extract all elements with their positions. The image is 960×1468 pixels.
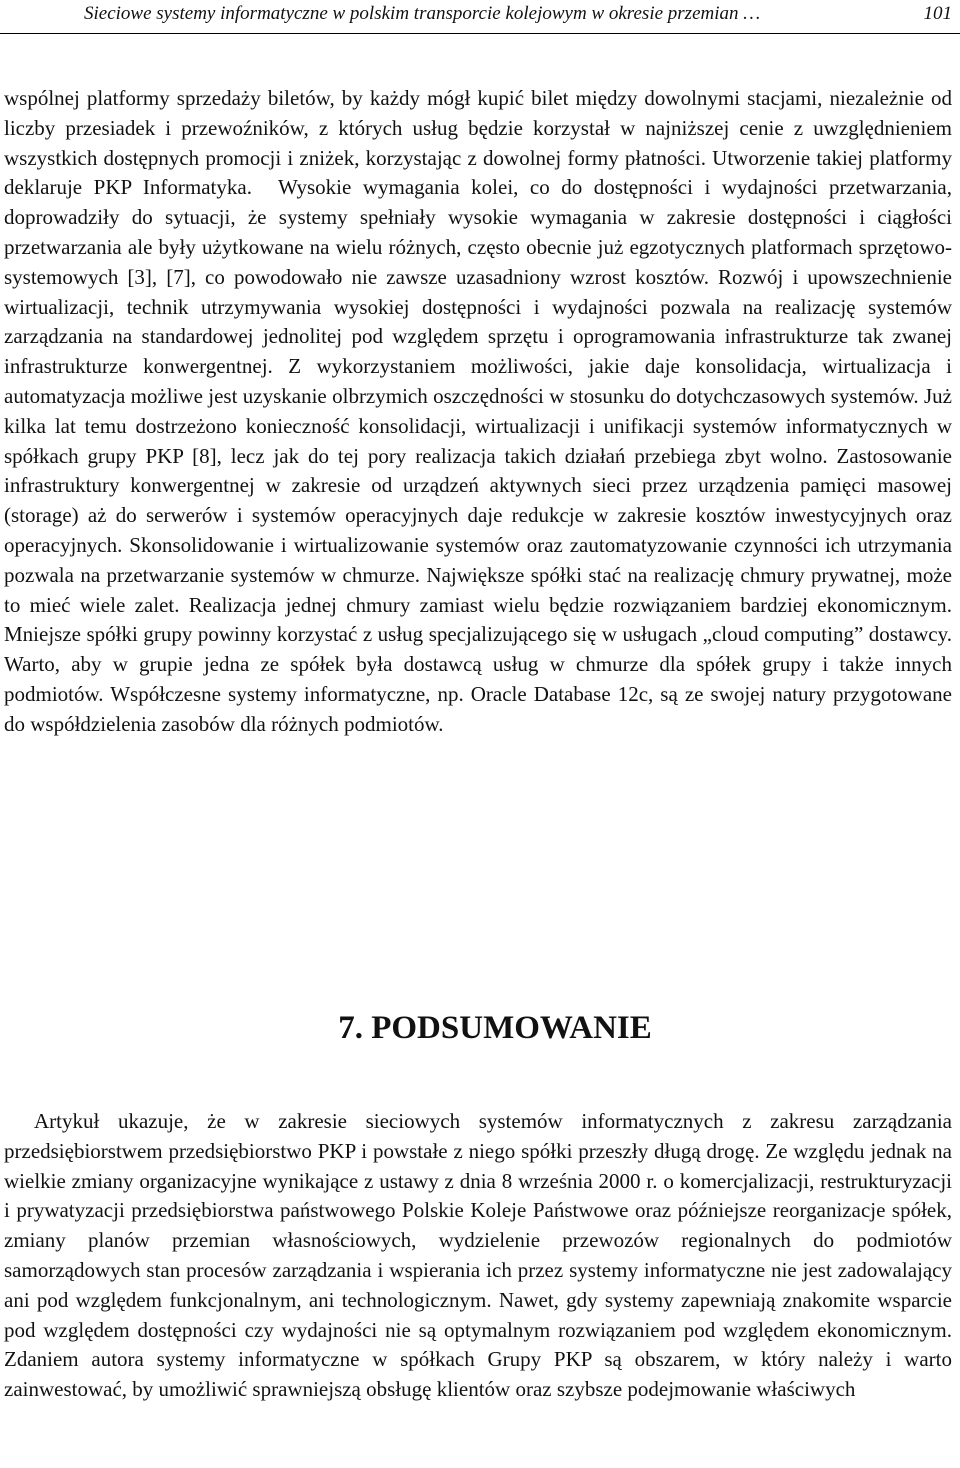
- paragraph-sentence-intro: wspólnej platformy sprzedaży biletów, by każdy mógł kupić bilet między dowolnymi stacjami, niezależnie od liczby przesiadek i przewoźników, z których usług będzie korzystał w najniższej cenie z uwzględnieniem wszystkich dostępnych promocji i zniżek, korzystając z dowolnej formy płatności. Utworzenie takiej platformy deklaruje PKP Informatyka.: [4, 86, 952, 200]
- summary-paragraph: Artykuł ukazuje, że w zakresie sieciowych systemów informatycznych z zakresu zarządzania przedsiębiorstwem przedsiębiorstwo PKP i powstałe z niego spółki przeszły długą drogę. Ze względu jednak na wielkie zmiany organizacyjne wynikające z ustawy z dnia 8 września 2000 r. o komercjalizacji, restrukturyzacji i prywatyzacji przedsiębiorstwa państwowego Polskie Koleje Państwowe oraz późniejsze reorganizacje spółek, zmiany planów przemian własnościowych, wydzielenie przewozów regionalnych do podmiotów samorządowych stan procesów zarządzania i wspierania ich przez systemy informatyczne nie jest zadowalający ani pod względem funkcjonalnym, ani technologicznym. Nawet, gdy systemy zapewniają znakomite wsparcie pod względem dostępności czy wydajności nie są optymalnym rozwiązaniem pod względem ekonomicznym. Zdaniem autora systemy informatyczne w spółkach Grupy PKP są obszarem, w który należy i warto zainwestować, by umożliwić sprawniejszą obsługę klientów oraz szybsze podejmowanie właściwych: [4, 1109, 952, 1402]
- page-number: 101: [923, 3, 952, 24]
- running-title: Sieciowe systemy informatyczne w polskim transporcie kolejowym w okresie przemian …: [84, 3, 761, 24]
- section-heading: 7. PODSUMOWANIE: [338, 1010, 652, 1046]
- body-paragraph-continued: [4, 84, 952, 740]
- paragraph-sentence-main: Wysokie wymagania kolei, co do dostępności i wydajności przetwarzania, doprowadziły do sytuacji, że systemy spełniały wysokie wymagania w zakresie dostępności i ciągłości przetwarzania ale były użytkowane na wielu różnych, często obecnie już egzotycznych platformach sprzętowo-systemowych [3], [7], co powodowało nie zawsze uzasadniony wzrost kosztów. Rozwój i upowszechnienie wirtualizacji, technik utrzymywania wysokiej dostępności i wydajności pozwala na realizację systemów zarządzania na standardowej jednolitej pod względem sprzętu i oprogramowania infrastrukturze tak zwanej infrastrukturze konwergentnej. Z wykorzystaniem możliwości, jakie daje konsolidacja, wirtualizacja i automatyzacja możliwe jest uzyskanie olbrzymich oszczędności w stosunku do dotychczasowych systemów. Już kilka lat temu dostrzeżono konieczność konsolidacji, wirtualizacji i unifikacji systemów informatycznych w spółkach grupy PKP [8], lecz jak do tej pory realizacja takich działań przebiega zbyt wolno. Zastosowanie infrastruktury konwergentnej w zakresie od urządzeń aktywnych sieci przez urządzenia pamięci masowej (storage) aż do serwerów i systemów operacyjnych daje redukcje w zakresie kosztów inwestycyjnych oraz operacyjnych. Skonsolidowanie i wirtualizowanie systemów oraz zautomatyzowanie czynności ich utrzymania pozwala na przetwarzanie systemów w chmurze. Największe spółki stać na realizację chmury prywatnej, może to mieć wiele zalet. Realizacja jednej chmury zamiast wielu będzie rozwiązaniem bardziej ekonomicznym. Mniejsze spółki grupy powinny korzystać z usług specjalizującego się w usługach „cloud computing” dostawcy. Warto, aby w grupie jedna ze spółek była dostawcą usług w chmurze dla spółek grupy i także innych podmiotów. Współczesne systemy informatyczne, np. Oracle Database 12c, są ze swojej natury przygotowane do współdzielenia zasobów dla różnych podmiotów.: [4, 175, 952, 736]
- running-header: [0, 0, 960, 34]
